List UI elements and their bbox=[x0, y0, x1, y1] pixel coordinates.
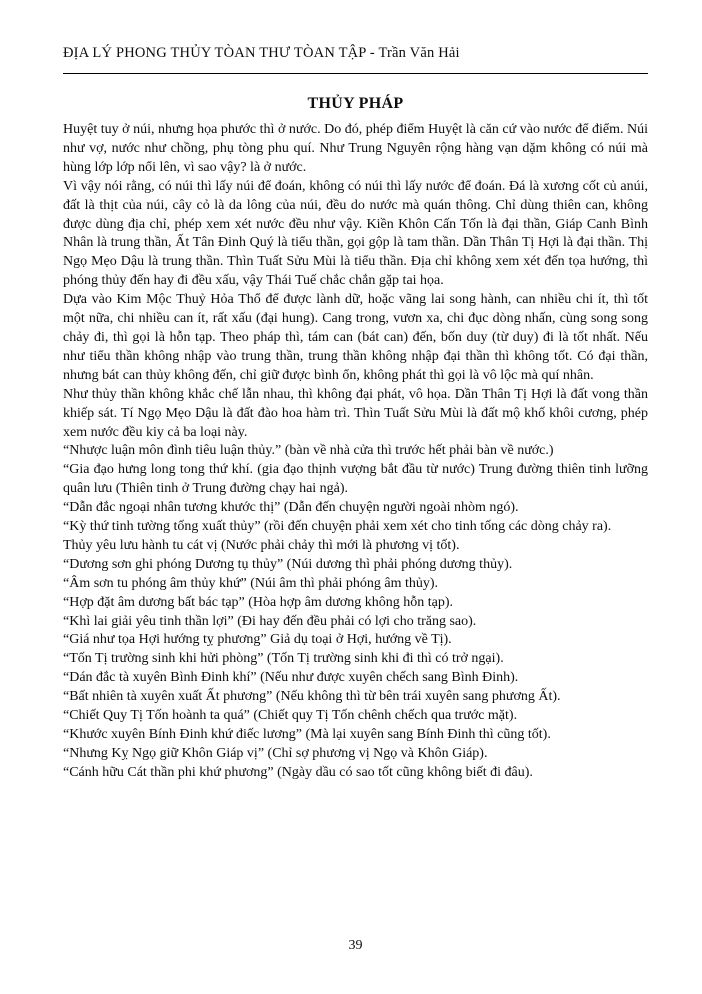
paragraph: Dựa vào Kim Mộc Thuỷ Hỏa Thổ để được lành dữ, hoặc vãng lai song hành, can nhiều chi ít, thì tốt một nữa, chi nhiều can ít, rất xấu (đại hung). Cang trong, vươn xa, chi đục dòng nhấn, cùng song song chảy đi, thì gọi là hỗn tạp. Theo pháp thì, tám can (bát can) đến, bốn duy (từ duy) đi là tốt nhất. Nếu như tiểu thần không nhập vào trung thần, trung thần không nhập đại thần thì không tốt. Có đại thần, nhưng bát can thủy không đến, chỉ giữ được bình ổn, không phát thì gọi là vô lộc mà quí nhân. bbox=[63, 292, 648, 383]
page-content bbox=[63, 44, 648, 783]
page-number: 39 bbox=[348, 938, 363, 953]
paragraph: Huyệt tuy ở núi, nhưng họa phước thì ở nước. Do đó, phép điểm Huyệt là căn cứ vào nước để điểm. Núi như vợ, nước như chồng, phụ tòng phu quí. Như Trung Nguyên rộng hàng vạn dặm không có núi mà hùng lớp lớp nổi lên, vì sao vậy? là ở nước. bbox=[63, 122, 648, 175]
header-divider bbox=[63, 73, 648, 74]
paragraph: “Cánh hữu Cát thần phi khứ phương” (Ngày dầu có sao tốt cũng không biết đi đâu). bbox=[63, 764, 533, 780]
paragraph: Như thủy thần không khắc chế lẫn nhau, thì không đại phát, vô họa. Dần Thân Tị Hợi là đất vong thần khiếp sát. Tí Ngọ Mẹo Dậu là đất đào hoa hàm trì. Thìn Tuất Sửu Mùi là đất mộ khố khôi cương, phép xem nước đều kiy cả ba loại này. bbox=[63, 386, 648, 440]
paragraph: “Gia đạo hưng long tong thứ khí. (gia đạo thịnh vượng bắt đầu từ nước) Trung đường thiên tinh lưỡng quân lưu (Thiên tinh ở Trung đường chạy hai ngả). bbox=[63, 462, 648, 497]
paragraph: “Hợp đặt âm dương bất bác tạp” (Hòa hợp âm dương không hỗn tạp). bbox=[63, 594, 454, 610]
paragraph: “Nhược luận môn đình tiêu luận thủy.” (bàn về nhà cửa thì trước hết phải bàn về nước.) bbox=[63, 443, 554, 459]
paragraph: “Chiết Quy Tị Tốn hoành ta quá” (Chiết quy Tị Tốn chênh chếch qua trước mặt). bbox=[63, 708, 518, 724]
paragraph: “Dán đắc tà xuyên Bình Đinh khí” (Nếu như được xuyên chếch sang Bình Đinh). bbox=[63, 670, 519, 686]
body-text bbox=[63, 121, 648, 783]
paragraph: “Bất nhiên tà xuyên xuất Ất phương” (Nếu không thì từ bên trái xuyên sang phương Ất). bbox=[63, 689, 561, 705]
paragraph: “Khì lai giải yêu tinh thần lợi” (Đi hay đến đều phải có lợi cho trăng sao). bbox=[63, 613, 477, 629]
page-title: THỦY PHÁP bbox=[307, 95, 404, 112]
paragraph: Vì vậy nói rằng, có núi thì lấy núi để đoán, không có núi thì lấy nước để đoán. Đá là xương cốt củ anúi, đất là thịt của núi, cây cỏ là da lông của núi, đều do nước mà quán thông. Chỉ dùng thiên can, không được dùng địa chỉ, phép xem xét nước đều như vậy. Kiền Khôn Cấn Tốn là đại thần, Giáp Canh Bình Nhân là trung thần, Ất Tân Đinh Quý là tiểu thần, gọi gộp là tam thần. Dần Thân Tị Hợi là đại thần. Thị Ngọ Mẹo Dậu là trung thần. Thìn Tuất Sửu Mùi là tiểu thần. Địa chỉ không xem xét đến tọa hướng, thì phóng thủy đến hay đi đều xấu, vậy Thái Tuế chắc chắn gặp tai họa. bbox=[63, 178, 648, 289]
paragraph: “Tốn Tị trường sinh khi hửi phòng” (Tốn Tị trường sinh khi đi thì có trở ngại). bbox=[63, 651, 504, 667]
paragraph: Thủy yêu lưu hành tu cát vị (Nước phải chảy thì mới là phương vị tốt). bbox=[63, 537, 460, 553]
paragraph: “Âm sơn tu phóng âm thủy khứ” (Núi âm thì phải phóng âm thủy). bbox=[63, 575, 439, 591]
paragraph: “Dương sơn ghi phóng Dương tụ thủy” (Núi dương thì phải phóng dương thủy). bbox=[63, 556, 513, 572]
paragraph: “Khước xuyên Bính Đinh khứ điếc lương” (Mà lại xuyên sang Bính Đinh thì cũng tốt). bbox=[63, 727, 551, 742]
paragraph: “Kỳ thứ tinh tường tống xuất thủy” (rồi đến chuyện phải xem xét cho tinh tống các dòng chảy ra). bbox=[63, 519, 612, 535]
paragraph: “Giá như tọa Hợi hướng tỵ phương” Giả dụ toại ở Hợi, hướng về Tị). bbox=[63, 632, 452, 648]
paragraph: “Dẫn đắc ngoại nhân tương khước thị” (Dẫn đến chuyện người ngoài nhòm ngó). bbox=[63, 500, 519, 516]
paragraph: “Nhưng Kỵ Ngọ giữ Khôn Giáp vị” (Chỉ sợ phương vị Ngọ và Khôn Giáp). bbox=[63, 745, 488, 761]
running-header: ĐỊA LÝ PHONG THỦY TÒAN THƯ TÒAN TẬP - Trần Văn Hải bbox=[63, 45, 460, 61]
